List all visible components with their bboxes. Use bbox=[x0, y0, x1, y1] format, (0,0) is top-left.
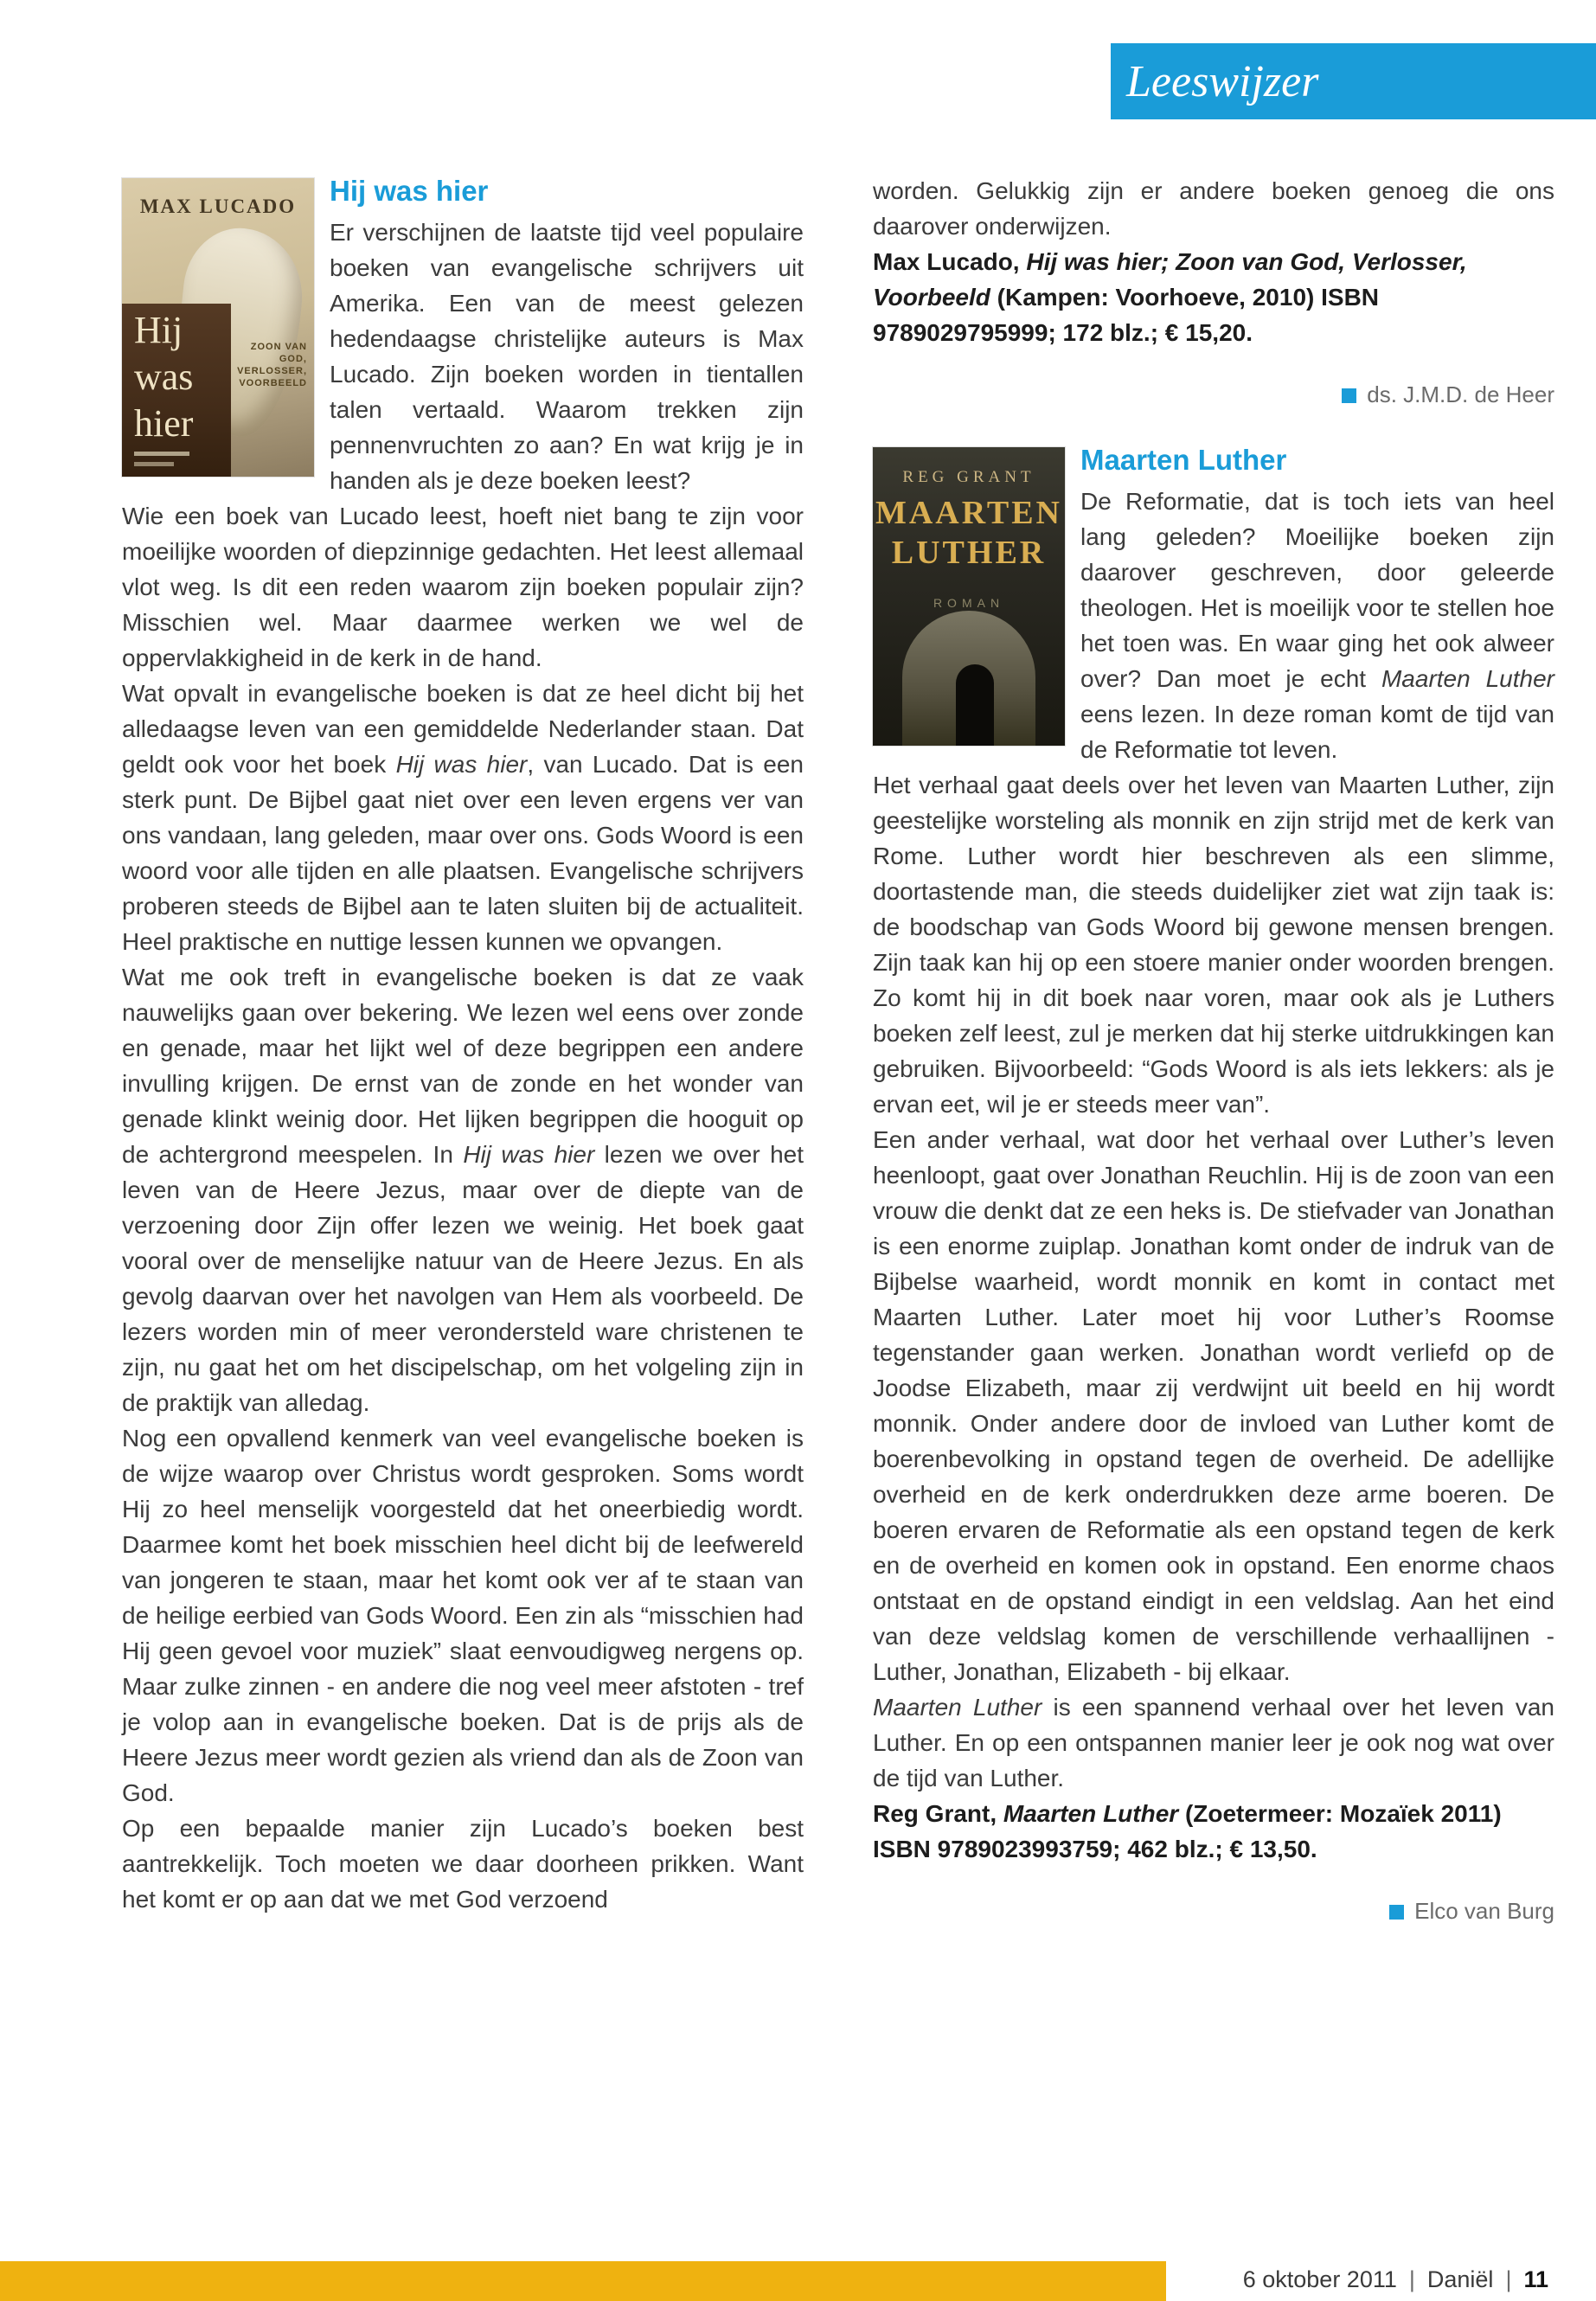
left-column bbox=[122, 173, 804, 1924]
byline-author: ds. J.M.D. de Heer bbox=[1367, 381, 1554, 407]
page-content bbox=[122, 173, 1554, 1924]
section-title: Leeswijzer bbox=[1126, 56, 1319, 106]
cover-title-word: hier bbox=[134, 402, 194, 445]
byline-van-burg bbox=[873, 1898, 1554, 1924]
cover-title-word: MAARTEN bbox=[875, 495, 1062, 531]
cover-subtitle: ZOON VAN GOD, VERLOSSER, VOORBEELD bbox=[237, 342, 307, 388]
book-details-maarten-luther: Reg Grant, Maarten Luther (Zoetermeer: Mozaïek 2011) ISBN 9789023993759; 462 blz.; € 13,50. bbox=[873, 1800, 1502, 1862]
byline-marker-icon bbox=[1389, 1905, 1404, 1920]
footer-separator: | bbox=[1408, 2266, 1415, 2292]
footer-accent-bar bbox=[0, 2261, 1166, 2301]
book-cover-hij-was-hier bbox=[122, 178, 314, 477]
right-column bbox=[873, 173, 1554, 1924]
cover-title-word: LUTHER bbox=[891, 535, 1047, 571]
footer-separator: | bbox=[1505, 2266, 1512, 2292]
footer-page-number: 11 bbox=[1523, 2266, 1548, 2292]
section-banner bbox=[1111, 43, 1596, 119]
cover-author-name: MAX LUCADO bbox=[139, 195, 297, 217]
cover-title-word: was bbox=[134, 356, 194, 398]
review-maarten-luther bbox=[873, 442, 1554, 1924]
footer-magazine-name: Daniël bbox=[1426, 2266, 1494, 2292]
cover-publisher-mark bbox=[134, 462, 174, 466]
cover-monk-silhouette bbox=[956, 664, 994, 746]
review-title-maarten-luther: Maarten Luther bbox=[1080, 444, 1287, 476]
byline-author: Elco van Burg bbox=[1414, 1898, 1554, 1924]
cover-title-panel bbox=[122, 304, 231, 477]
cover-author-name: REG GRANT bbox=[902, 468, 1035, 486]
cover-subtitle: ROMAN bbox=[933, 596, 1005, 610]
review-body-maarten-luther: De Reformatie, dat is toch iets van heel lang geleden? Moeilijke boeken zijn daarover geschreven, door geleerde theologen. Het is moeilijk voor te stellen hoe het toen was. En waar ging het ook alweer over? Dan moet je echt Maarten Luther eens lezen. In deze roman komt de tijd van de Reformatie tot leven. Het verhaal gaat deels over het leven van Maarten Luther, zijn geestelijke worsteling als monnik en zijn strijd met de kerk van Rome. Luther wordt hier beschreven als een slimme, doortastende man, die steeds duidelijker ziet wat zijn taak is: de boodschap van Gods Woord bij gewone mensen brengen. Zijn taak kan hij op een stoere manier onder woorden brengen. Zo komt hij in dit boek naar voren, maar ook als je Luthers boeken zelf leest, zul je merken dat hij sterke uitdrukkingen kan gebruiken. Bijvoorbeeld: “Gods Woord is als iets lekkers: als je ervan eet, wil je er steeds meer van”. Een ander verhaal, wat door het verhaal over Luther’s leven heenloopt, gaat over Jonathan Reuchlin. Hij is de zoon van een vrouw die denkt dat ze een heks is. De stiefvader van Jonathan is een enorme zuiplap. Jonathan komt onder de indruk van de Bijbelse waarheid, wordt monnik en komt in contact met Maarten Luther. Later moet hij voor Luther’s Roomse tegenstander gaan werken. Jonathan wordt verliefd op de Joodse Elizabeth, maar zij verdwijnt uit beeld en hij wordt monnik. Onder andere door de invloed van Luther komt de boerenbevolking in opstand tegen de overheid. De adellijke overheid en de kerk onderdrukken deze arme boeren. De boeren ervaren de Reformatie als een opstand tegen de kerk en de overheid en komen ook in opstand. Een enorme chaos ontstaat en de opstand eindigt in een veldslag. Aan het eind van deze veldslag komen de verschillende verhaallijnen - Luther, Jonathan, Elizabeth - bij elkaar. Maarten Luther is een spannend verhaal over het leven van Luther. En op een ontspannen manier leer je ook nog wat over de tijd van Luther. bbox=[873, 488, 1554, 1791]
byline-de-heer bbox=[873, 381, 1554, 407]
review-title-hij-was-hier: Hij was hier bbox=[330, 175, 489, 207]
footer bbox=[1243, 2266, 1548, 2293]
book-cover-maarten-luther bbox=[873, 447, 1065, 746]
footer-date: 6 oktober 2011 bbox=[1242, 2266, 1397, 2292]
book-details-hij-was-hier: Max Lucado, Hij was hier; Zoon van God, Verlosser, Voorbeeld (Kampen: Voorhoeve, 2010) ISBN 9789029795999; 172 blz.; € 15,20. bbox=[873, 248, 1467, 346]
cover-title-word: Hij bbox=[134, 309, 183, 351]
byline-marker-icon bbox=[1342, 388, 1356, 403]
cover-publisher-mark bbox=[134, 452, 189, 456]
review-body-hij-was-hier: Er verschijnen de laatste tijd veel populaire boeken van evangelische schrijvers uit Amerika. Een van de meest gelezen hedendaagse christelijke auteurs is Max Lucado. Zijn boeken worden in tientallen talen vertaald. Waarom trekken zijn pennenvruchten zo aan? En wat krijg je in handen als je deze boeken leest? Wie een boek van Lucado leest, hoeft niet bang te zijn voor moeilijke woorden of diepzinnige gedachten. Het leest allemaal vlot weg. Is dit een reden waarom zijn boeken populair zijn? Misschien wel. Maar daarmee werken we wel de oppervlakkigheid in de kerk in de hand. Wat opvalt in evangelische boeken is dat ze heel dicht bij het alledaagse leven van een gemiddelde Nederlander staan. Dat geldt ook voor het boek Hij was hier, van Lucado. Dat is een sterk punt. De Bijbel gaat niet over een leven ergens ver van ons vandaan, lang geleden, maar over ons. Gods Woord is een woord voor alle tijden en alle plaatsen. Evangelische schrijvers proberen steeds de Bijbel aan te laten sluiten bij de actualiteit. Heel praktische en nuttige lessen kunnen we opvangen. Wat me ook treft in evangelische boeken is dat ze vaak nauwelijks gaan over bekering. We lezen wel eens over zonde en genade, maar het lijkt wel of deze begrippen een andere invulling krijgen. De ernst van de zonde en het wonder van genade klinkt weinig door. Het lijken begrippen die hooguit op de achtergrond meespelen. In Hij was hier lezen we over het leven van de Heere Jezus, maar over de diepte van de verzoening door Zijn offer lezen we weinig. Het boek gaat vooral over de menselijke natuur van de Heere Jezus. En als gevolg daarvan over het navolgen van Hem als voorbeeld. De lezers worden min of meer verondersteld ware christenen te zijn, nu gaat het om het discipelschap, om het volgeling zijn in de praktijk van alledag. Nog een opvallend kenmerk van veel evangelische boeken is de wijze waarop over Christus wordt gesproken. Soms wordt Hij zo heel menselijk voorgesteld dat het oneerbiedig wordt. Daarmee komt het boek misschien heel dicht bij de leefwereld van jongeren te staan, maar het komt ook ver af te staan van de heilige eerbied van Gods Woord. Een zin als “misschien had Hij geen gevoel voor muziek” slaat eenvoudigweg nergens op. Maar zulke zinnen - en andere die nog veel meer afstoten - tref je volop aan in evangelische boeken. Dat is de prijs als de Heere Jezus meer wordt gezien als vriend dan als de Zoon van God. Op een bepaalde manier zijn Lucado’s boeken best aantrekkelijk. Toch moeten we daar doorheen prikken. Want het komt er op aan dat we met God verzoend bbox=[122, 219, 804, 1913]
review-body-continuation: worden. Gelukkig zijn er andere boeken genoeg die ons daarover onderwijzen. bbox=[873, 177, 1554, 240]
